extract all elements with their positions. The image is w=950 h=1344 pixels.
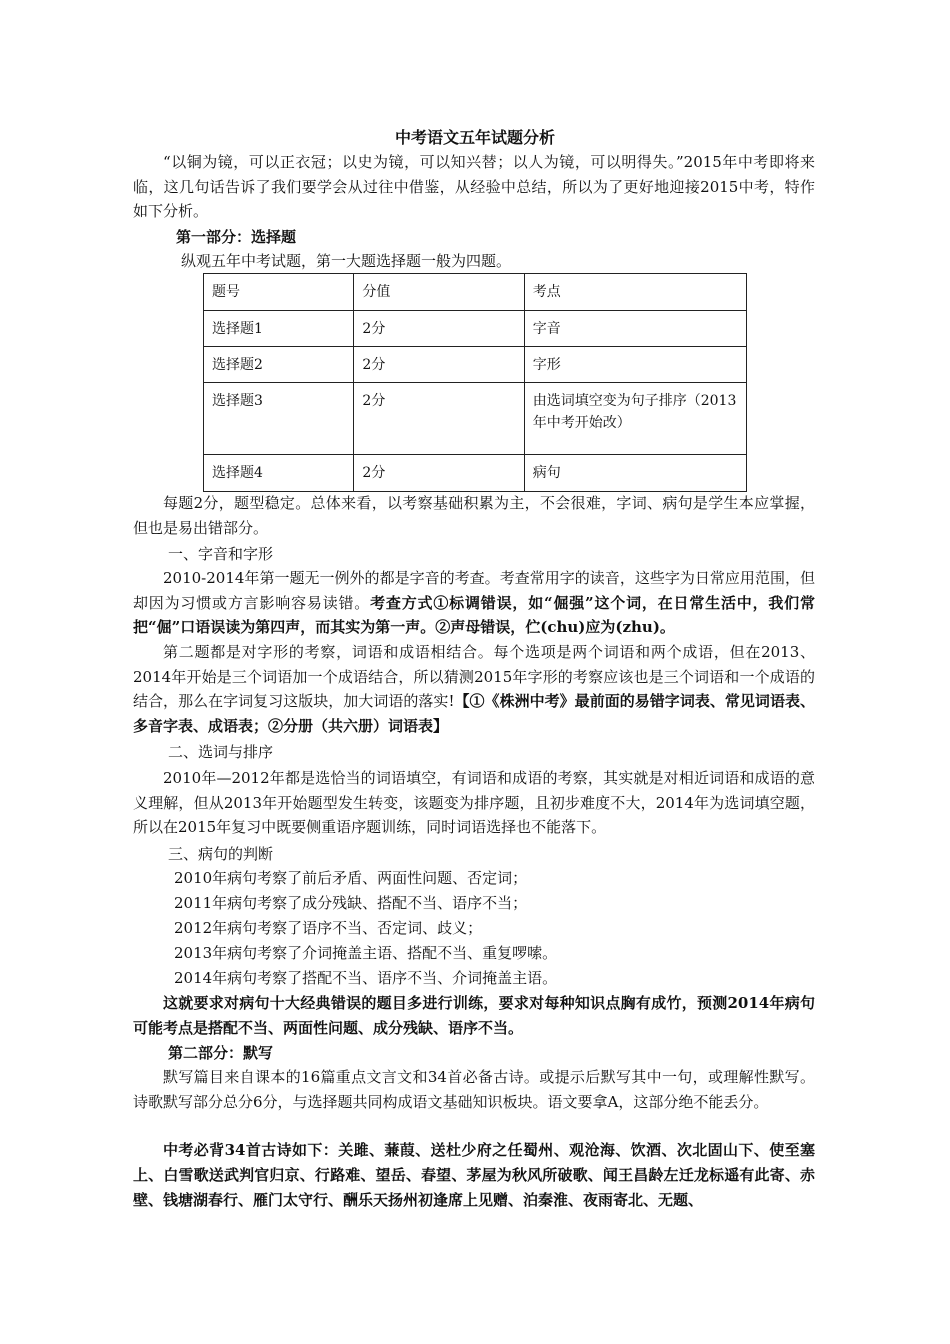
section1-p1-text: 2010-2014年第一题无一例外的都是字音的考查。考查常用字的读音，这些字为日常应用范围，但却因为习惯或方言影响容易读错。 [133,569,815,612]
section1-p2-emphasis: 【①《株洲中考》最前面的易错字词表、常见词语表、多音字表、成语表；②分册（共六册）词语表】 [133,692,815,735]
table-cell: 2分 [354,311,524,347]
table-row [204,311,747,347]
table-row [204,383,747,455]
section2-paragraph: 2010年—2012年都是选恰当的词语填空，有词语和成语的考察，其实就是对相近词语和成语的意义理解，但从2013年开始题型发生转变，该题变为排序题，且初步难度不大，2014年为选词填空题，所以在2015年复习中既要侧重语序题训练，同时词语选择也不能落下。 [133,769,815,836]
section3-heading: 三、病句的判断 [168,845,274,863]
intro-paragraph: “以铜为镜，可以正衣冠；以史为镜，可以知兴替；以人为镜，可以明得失。”2015年中考即将来临，这几句话告诉了我们要学会从过往中借鉴，从经验中总结，所以为了更好地迎接2015中考，特作如下分析。 [133,153,815,220]
table-row [204,455,747,492]
section1-p1-emphasis: 考查方式①标调错误，如“倔强”这个词，在日常生活中，我们常把“倔”口语误读为第四声，而其实为第一声。②声母错误，伫(chu)应为(zhu)。 [133,593,815,636]
list-item: 2011年病句考察了成分残缺、搭配不当、语序不当； [174,894,528,912]
after-table-paragraph: 每题2分，题型稳定。总体来看，以考察基础积累为主，不会很难，字词、病句是学生本应掌握，但也是易出错部分。 [133,494,815,537]
table-cell: 字音 [524,311,746,347]
table-cell: 选择题2 [204,347,354,383]
part1-lead: 纵观五年中考试题，第一大题选择题一般为四题。 [181,252,512,270]
section1-paragraph1 [133,566,815,640]
table-cell: 2分 [354,383,524,455]
part2-paragraph: 默写篇目来自课本的16篇重点文言文和34首必备古诗。或提示后默写其中一句，或理解性默写。诗歌默写部分总分6分，与选择题共同构成语文基础知识板块。语文要拿A，这部分绝不能丢分。 [133,1068,815,1111]
part1-heading: 第一部分：选择题 [176,228,297,246]
section1-p2-text: 第二题都是对字形的考察，词语和成语相结合。每个选项是两个词语和两个成语，但在2013、2014年开始是三个词语加一个成语结合，所以猜测2015年字形的考察应该也是三个词语和一个成语的结合，那么在字词复习这版块，加大词语的落实! [133,643,815,710]
table-header-row [204,274,747,311]
part2-heading: 第二部分：默写 [168,1044,274,1062]
list-item: 2013年病句考察了介词掩盖主语、搭配不当、重复啰嗦。 [174,944,558,962]
section2-heading: 二、选词与排序 [168,743,274,761]
table-header-cell: 考点 [524,274,746,311]
section3-summary: 这就要求对病句十大经典错误的题目多进行训练，要求对每种知识点胸有成竹，预测2014年病句可能考点是搭配不当、两面性问题、成分残缺、语序不当。 [133,994,815,1037]
list-item: 2010年病句考察了前后矛盾、两面性问题、否定词； [174,869,528,887]
list-item: 2014年病句考察了搭配不当、语序不当、介词掩盖主语。 [174,969,558,987]
table-cell: 2分 [354,455,524,492]
doc-title: 中考语文五年试题分析 [394,128,555,147]
table-cell: 选择题3 [204,383,354,455]
list-item: 2012年病句考察了语序不当、否定词、歧义； [174,919,483,937]
exam-table [203,273,747,492]
table-row [204,347,747,383]
table-cell: 选择题4 [204,455,354,492]
table-cell: 由选词填空变为句子排序（2013年中考开始改） [524,383,746,455]
table-cell: 2分 [354,347,524,383]
table-cell: 病句 [524,455,746,492]
section1-heading: 一、字音和字形 [168,545,274,563]
section1-paragraph2 [133,640,815,738]
table-header-cell: 分值 [354,274,524,311]
part2-poem-list: 中考必背34首古诗如下：关雎、蒹葭、送杜少府之任蜀州、观沧海、饮酒、次北固山下、使至塞上、白雪歌送武判官归京、行路难、望岳、春望、茅屋为秋风所破歌、闻王昌龄左迁龙标遥有此寄、赤壁、钱塘湖春行、雁门太守行、酬乐天扬州初逢席上见赠、泊秦淮、夜雨寄北、无题、 [133,1141,815,1209]
table-header-cell: 题号 [204,274,354,311]
table-cell: 字形 [524,347,746,383]
table-cell: 选择题1 [204,311,354,347]
